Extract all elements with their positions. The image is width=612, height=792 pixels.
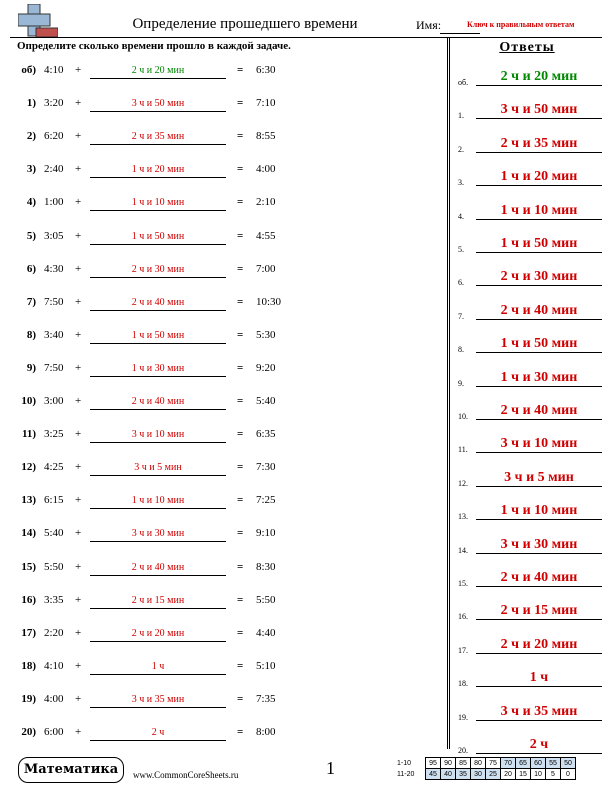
equals-sign: = xyxy=(237,295,244,308)
plus-sign: + xyxy=(75,229,82,242)
start-time: 6:15 xyxy=(44,494,64,507)
end-time: 10:30 xyxy=(256,295,282,308)
problem-number: 18) xyxy=(21,659,36,672)
start-time: 7:50 xyxy=(44,361,64,374)
plus-sign: + xyxy=(75,494,82,507)
score-cell: 95 xyxy=(426,758,441,769)
start-time: 5:40 xyxy=(44,527,64,540)
score-cell: 45 xyxy=(426,769,441,780)
start-time: 4:10 xyxy=(44,64,64,76)
answer-value: 3 ч и 5 мин xyxy=(476,470,602,487)
score-cell: 15 xyxy=(516,769,531,780)
end-time: 5:50 xyxy=(256,593,276,606)
equals-sign: = xyxy=(237,692,244,705)
problem-row xyxy=(0,263,446,296)
start-time: 3:20 xyxy=(44,97,64,110)
equals-sign: = xyxy=(237,64,244,76)
plus-sign: + xyxy=(75,428,82,441)
answer-value: 3 ч и 30 мин xyxy=(476,537,602,554)
answer-row xyxy=(458,665,604,698)
end-time: 5:10 xyxy=(256,659,276,672)
answer-row xyxy=(458,365,604,398)
problem-row xyxy=(0,594,446,627)
equals-sign: = xyxy=(237,262,244,275)
plus-sign: + xyxy=(75,163,82,176)
answer-row xyxy=(458,264,604,297)
answer-number: 14. xyxy=(458,545,468,555)
answer-row xyxy=(458,532,604,565)
problem-number: 4) xyxy=(26,196,36,209)
problem-row xyxy=(0,362,446,395)
plus-sign: + xyxy=(75,726,82,738)
end-time: 4:55 xyxy=(256,229,276,242)
start-time: 2:20 xyxy=(44,626,64,639)
problem-number: 15) xyxy=(21,560,36,573)
answer-row xyxy=(458,498,604,531)
score-cell: 65 xyxy=(516,758,531,769)
elapsed-answer-field[interactable]: 1 ч xyxy=(90,661,226,675)
start-time: 3:35 xyxy=(44,593,64,606)
end-time: 7:10 xyxy=(256,97,276,110)
start-time: 4:30 xyxy=(44,262,64,275)
problem-number: 2) xyxy=(26,130,36,143)
plus-sign: + xyxy=(75,659,82,672)
start-time: 7:50 xyxy=(44,295,64,308)
answer-number: 6. xyxy=(458,278,464,288)
problem-number: 20) xyxy=(21,726,36,738)
answer-number: 7. xyxy=(458,311,464,321)
score-cell: 35 xyxy=(456,769,471,780)
plus-sign: + xyxy=(75,130,82,143)
elapsed-answer-field[interactable]: 2 ч xyxy=(90,727,226,741)
start-time: 3:00 xyxy=(44,395,64,407)
problem-number: 5) xyxy=(26,229,36,242)
problem-row xyxy=(0,130,446,163)
score-cell: 75 xyxy=(486,758,501,769)
start-time: 5:50 xyxy=(44,560,64,573)
page-number: 1 xyxy=(326,758,335,778)
answer-number: 10. xyxy=(458,412,468,421)
elapsed-answer-field[interactable]: 1 ч и 50 мин xyxy=(90,231,226,245)
score-row-1-10 xyxy=(395,758,576,769)
equals-sign: = xyxy=(237,361,244,374)
answer-value: 2 ч xyxy=(476,737,602,754)
end-time: 6:35 xyxy=(256,428,276,441)
answer-value: 1 ч и 10 мин xyxy=(476,203,602,220)
equals-sign: = xyxy=(237,527,244,540)
elapsed-answer-field[interactable]: 2 ч и 40 мин xyxy=(90,297,226,311)
answer-row xyxy=(458,465,604,498)
subject-badge: Математика xyxy=(18,757,124,783)
elapsed-answer-field[interactable]: 1 ч и 20 мин xyxy=(90,164,226,178)
equals-sign: = xyxy=(237,163,244,176)
equals-sign: = xyxy=(237,229,244,242)
answer-number: 17. xyxy=(458,645,468,655)
equals-sign: = xyxy=(237,726,244,738)
plus-sign: + xyxy=(75,262,82,275)
score-cell: 70 xyxy=(501,758,516,769)
score-cell: 80 xyxy=(471,758,486,769)
start-time: 3:05 xyxy=(44,229,64,242)
equals-sign: = xyxy=(237,395,244,407)
start-time: 6:20 xyxy=(44,130,64,143)
problem-row xyxy=(0,97,446,130)
elapsed-answer-field[interactable]: 2 ч и 15 мин xyxy=(90,595,226,609)
equals-sign: = xyxy=(237,560,244,573)
answer-number: 8. xyxy=(458,345,464,355)
answer-value: 1 ч и 20 мин xyxy=(476,169,602,186)
equals-sign: = xyxy=(237,97,244,110)
elapsed-answer-field[interactable]: 1 ч и 30 мин xyxy=(90,363,226,377)
elapsed-answer-field[interactable]: 3 ч и 10 мин xyxy=(90,429,226,443)
equals-sign: = xyxy=(237,593,244,606)
elapsed-answer-field[interactable]: 2 ч и 40 мин xyxy=(90,396,226,410)
plus-sign: + xyxy=(75,560,82,573)
problem-row xyxy=(0,693,446,726)
problem-number: 19) xyxy=(21,692,36,705)
start-time: 6:00 xyxy=(44,726,64,738)
end-time: 9:20 xyxy=(256,361,276,374)
answer-row xyxy=(458,198,604,231)
equals-sign: = xyxy=(237,130,244,143)
answer-row xyxy=(458,97,604,130)
answer-number: 12. xyxy=(458,478,468,488)
problem-number: 1) xyxy=(26,97,36,110)
answer-value: 1 ч xyxy=(476,670,602,687)
start-time: 4:00 xyxy=(44,692,64,705)
score-cell: 90 xyxy=(441,758,456,769)
score-cell: 0 xyxy=(561,769,576,780)
plus-sign: + xyxy=(75,97,82,110)
answer-number: 16. xyxy=(458,612,468,622)
plus-sign: + xyxy=(75,626,82,639)
problem-number: 11) xyxy=(21,428,36,441)
start-time: 4:10 xyxy=(44,659,64,672)
problem-number: 17) xyxy=(21,626,36,639)
answer-value: 2 ч и 40 мин xyxy=(476,303,602,320)
problem-row xyxy=(0,561,446,594)
end-time: 7:25 xyxy=(256,494,276,507)
end-time: 8:00 xyxy=(256,726,276,738)
answer-value: 1 ч и 50 мин xyxy=(476,336,602,353)
elapsed-answer-field[interactable]: 3 ч и 30 мин xyxy=(90,528,226,542)
column-divider xyxy=(447,37,450,749)
answer-row xyxy=(458,398,604,431)
score-cell: 10 xyxy=(531,769,546,780)
end-time: 5:40 xyxy=(256,395,276,407)
plus-logo-icon xyxy=(18,4,58,38)
elapsed-answer-field[interactable]: 2 ч и 20 мин xyxy=(90,628,226,642)
answer-number: 1. xyxy=(458,111,464,121)
answer-row xyxy=(458,331,604,364)
problem-row xyxy=(0,660,446,693)
answer-row xyxy=(458,431,604,464)
plus-sign: + xyxy=(75,527,82,540)
start-time: 2:40 xyxy=(44,163,64,176)
score-table xyxy=(395,757,576,780)
start-time: 3:40 xyxy=(44,328,64,341)
end-time: 7:00 xyxy=(256,262,276,275)
equals-sign: = xyxy=(237,461,244,474)
elapsed-answer-field[interactable]: 3 ч и 50 мин xyxy=(90,98,226,112)
answer-value: 2 ч и 20 мин xyxy=(476,637,602,654)
elapsed-answer-field[interactable]: 2 ч и 40 мин xyxy=(90,562,226,576)
answers-title: Ответы xyxy=(499,40,555,55)
problem-number: 13) xyxy=(21,494,36,507)
answer-value: 2 ч и 30 мин xyxy=(476,269,602,286)
problem-row xyxy=(0,428,446,461)
equals-sign: = xyxy=(237,494,244,507)
answer-row xyxy=(458,298,604,331)
plus-sign: + xyxy=(75,328,82,341)
start-time: 1:00 xyxy=(44,196,64,209)
answer-row xyxy=(458,699,604,732)
answer-row xyxy=(458,164,604,197)
end-time: 7:30 xyxy=(256,461,276,474)
score-cell: 25 xyxy=(486,769,501,780)
equals-sign: = xyxy=(237,428,244,441)
answer-value: 1 ч и 10 мин xyxy=(476,503,602,520)
elapsed-answer-field[interactable]: 2 ч и 20 мин xyxy=(90,65,226,79)
elapsed-answer-field[interactable]: 2 ч и 30 мин xyxy=(90,264,226,278)
problem-row xyxy=(0,494,446,527)
score-cell: 5 xyxy=(546,769,561,780)
problem-row xyxy=(0,726,446,759)
answer-row xyxy=(458,131,604,164)
problem-number: 8) xyxy=(26,328,36,341)
answer-number: 19. xyxy=(458,712,468,722)
elapsed-answer-field[interactable]: 2 ч и 35 мин xyxy=(90,131,226,145)
problem-row xyxy=(0,230,446,263)
problem-row xyxy=(0,296,446,329)
answer-number: 11. xyxy=(458,445,468,455)
answer-value: 3 ч и 50 мин xyxy=(476,102,602,119)
answer-value: 3 ч и 10 мин xyxy=(476,436,602,453)
plus-sign: + xyxy=(75,593,82,606)
score-row-label: 1-10 xyxy=(397,759,412,767)
end-time: 8:30 xyxy=(256,560,276,573)
problem-row xyxy=(0,329,446,362)
score-row-label: 11-20 xyxy=(397,770,415,778)
plus-sign: + xyxy=(75,196,82,209)
end-time: 5:30 xyxy=(256,328,276,341)
plus-sign: + xyxy=(75,461,82,474)
answer-value: 1 ч и 50 мин xyxy=(476,236,602,253)
answer-number: 13. xyxy=(458,512,468,522)
elapsed-answer-field[interactable]: 3 ч и 5 мин xyxy=(90,462,226,476)
answer-number: об. xyxy=(458,78,469,87)
answer-value: 2 ч и 40 мин xyxy=(476,403,602,420)
score-cell: 20 xyxy=(501,769,516,780)
answer-value: 2 ч и 20 мин xyxy=(476,69,602,86)
plus-sign: + xyxy=(75,692,82,705)
answer-number: 3. xyxy=(458,178,464,188)
problem-number: 9) xyxy=(26,361,36,374)
answer-row xyxy=(458,64,604,97)
score-row-11-20 xyxy=(395,769,576,780)
equals-sign: = xyxy=(237,659,244,672)
end-time: 6:30 xyxy=(256,64,276,76)
answer-number: 2. xyxy=(458,144,464,154)
elapsed-answer-field[interactable]: 1 ч и 10 мин xyxy=(90,197,226,211)
equals-sign: = xyxy=(237,328,244,341)
plus-sign: + xyxy=(75,395,82,407)
page-title: Определение прошедшего времени xyxy=(132,16,358,32)
site-url: www.CommonCoreSheets.ru xyxy=(133,770,239,780)
plus-sign: + xyxy=(75,361,82,374)
instructions: Определите сколько времени прошло в каждой задаче. xyxy=(17,40,291,52)
problem-row xyxy=(0,196,446,229)
plus-sign: + xyxy=(75,295,82,308)
answer-value: 2 ч и 40 мин xyxy=(476,570,602,587)
score-cell: 85 xyxy=(456,758,471,769)
score-cell: 55 xyxy=(546,758,561,769)
start-time: 4:25 xyxy=(44,461,64,474)
end-time: 8:55 xyxy=(256,130,276,143)
answer-number: 4. xyxy=(458,211,464,221)
answer-key-label: Ключ к правильным ответам xyxy=(467,20,575,29)
answer-value: 2 ч и 35 мин xyxy=(476,136,602,153)
problem-number: 6) xyxy=(26,262,36,275)
name-label: Имя: xyxy=(416,18,442,32)
problem-number: 7) xyxy=(26,295,36,308)
score-cell: 60 xyxy=(531,758,546,769)
end-time: 2:10 xyxy=(256,196,276,209)
start-time: 3:25 xyxy=(44,428,64,441)
problem-row xyxy=(0,527,446,560)
end-time: 9:10 xyxy=(256,527,276,540)
elapsed-answer-field[interactable]: 3 ч и 35 мин xyxy=(90,694,226,708)
header-rule xyxy=(10,37,602,38)
problem-number: 16) xyxy=(21,593,36,606)
name-line xyxy=(440,33,480,34)
elapsed-answer-field[interactable]: 1 ч и 10 мин xyxy=(90,495,226,509)
equals-sign: = xyxy=(237,626,244,639)
problem-row xyxy=(0,395,446,428)
problem-number: 12) xyxy=(21,461,36,474)
answer-value: 3 ч и 35 мин xyxy=(476,704,602,721)
score-cell: 40 xyxy=(441,769,456,780)
answer-value: 1 ч и 30 мин xyxy=(476,370,602,387)
problem-row xyxy=(0,461,446,494)
answer-number: 18. xyxy=(458,679,468,689)
problem-number: 3) xyxy=(26,163,36,176)
problem-number: об) xyxy=(21,64,36,76)
answer-number: 5. xyxy=(458,245,464,254)
answer-number: 9. xyxy=(458,378,464,388)
answer-row xyxy=(458,231,604,264)
problem-number: 10) xyxy=(21,395,36,407)
answer-number: 20. xyxy=(458,746,468,755)
score-cell: 50 xyxy=(561,758,576,769)
answer-value: 2 ч и 15 мин xyxy=(476,603,602,620)
answer-row xyxy=(458,632,604,665)
answer-row xyxy=(458,565,604,598)
plus-sign: + xyxy=(75,64,82,76)
problem-row xyxy=(0,627,446,660)
problem-number: 14) xyxy=(21,527,36,540)
answer-row xyxy=(458,598,604,631)
end-time: 4:00 xyxy=(256,163,276,176)
end-time: 7:35 xyxy=(256,692,276,705)
answer-number: 15. xyxy=(458,579,468,588)
score-cell: 30 xyxy=(471,769,486,780)
problem-row xyxy=(0,163,446,196)
elapsed-answer-field[interactable]: 1 ч и 50 мин xyxy=(90,330,226,344)
end-time: 4:40 xyxy=(256,626,276,639)
equals-sign: = xyxy=(237,196,244,209)
problem-row xyxy=(0,64,446,97)
